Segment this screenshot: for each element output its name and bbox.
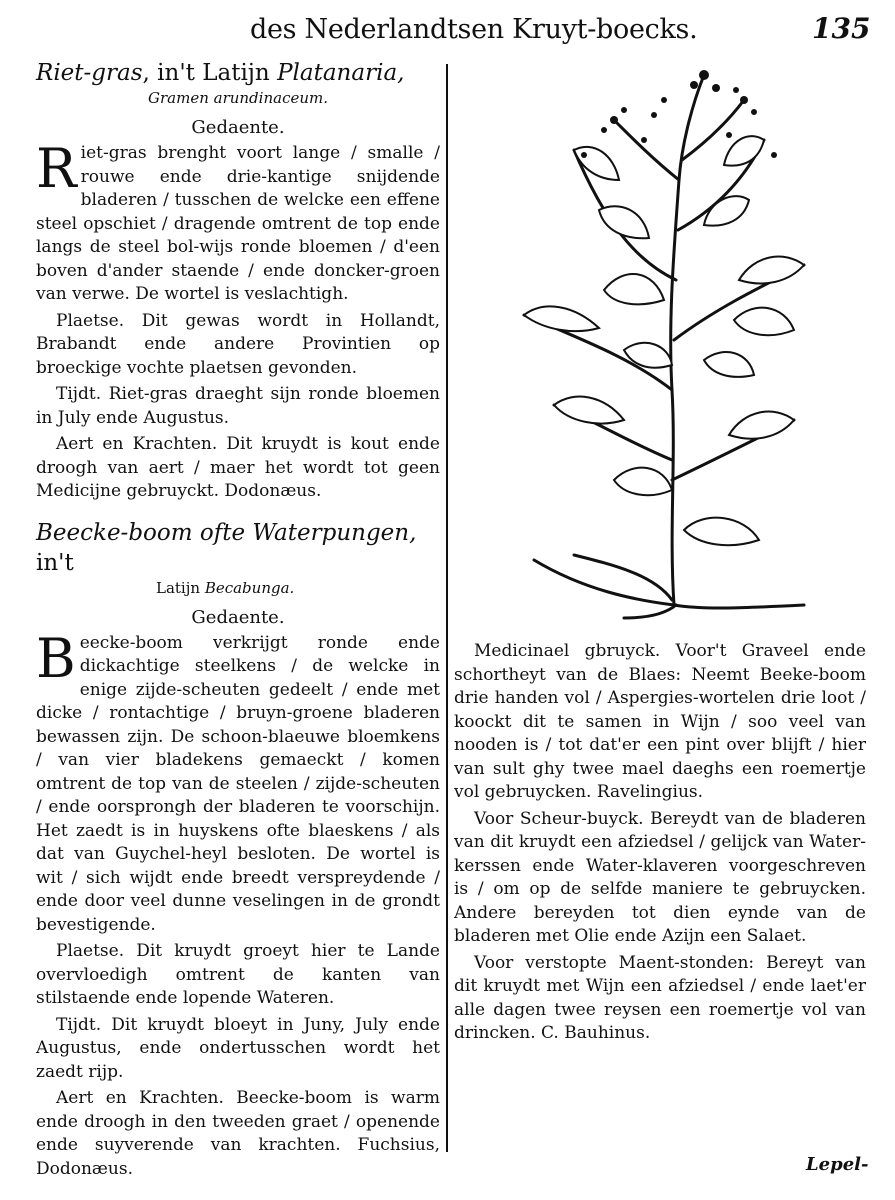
entry1-gedaente-text: Riet-gras brenght voort lange / smalle / rouwe ende drie-kantige snijdende bladeren / tusschen de welcke een effene steel opschiet / dragende omtrent de top ende langs de steel bol-wijs ronde bloemen / d'een boven d'ander staende / ende doncker-groen van verwe. De wortel is veslachtigh. [36,137,440,304]
entry2-title-name: Beecke-boom ofte Waterpungen, [36,519,417,546]
entry2-subtitle-latin: Becabunga. [204,578,295,597]
column-divider [446,64,448,1152]
left-column [36,58,440,1184]
entry1-title [36,58,440,88]
entry1-title-name: Riet-gras [36,60,143,86]
page-number: 135 [812,12,871,45]
entry2-gedaente-label: Gedaente. [191,606,285,628]
entry1-subtitle: Gramen arundinaceum. [148,89,328,107]
entry2-title [36,518,440,578]
entry2-title-mid: in't [36,549,74,576]
entry1-title-mid: , in't Latijn [142,60,278,86]
entry2-gedaente-text: Beecke-boom verkrijgt ronde ende dickachtige steelkens / de welcke in enige zijde-scheuten gedeelt / ende met dicke / rontachtige / bruyn-groene bladeren bewassen zijn. De schoon-blaeuwe bloemkens / van vier bladekens gemaeckt / komen omtrent de top van de steelen / zijde-scheuten / ende oorsprongh der bladeren te voorschijn. Het zaedt is in huyskens ofte blaeskens / als dat van Guychel-heyl besloten. De wortel is wit / sich wijdt ende breedt verspreydende / ende door veel dunne veselingen in de grondt bevestigende. [36,626,440,935]
entry1-aert-text: Aert en Krachten. Dit kruydt is kout ende droogh van aert / maer het wordt tot geen Medicijne gebruyckt. Dodonæus. [36,434,440,501]
scheur-buyck-text: Voor Scheur-buyck. Bereydt van de bladeren van dit kruydt een afziedsel / gelijck van Water-kerssen ende Water-klaveren voorgeschreven is / om op de selfde maniere te gebruycken. Andere bereyden tot dien eynde van de bladeren met Olie ende Azijn een Salaet. [454,808,866,946]
entry1-plaetse-text: Plaetse. Dit gewas wordt in Hollandt, Brabandt ende andere Provintien op broeckige vochte plaetsen gevonden. [36,310,440,378]
entry2-plaetse-text: Plaetse. Dit kruydt groeyt hier te Lande overvloedigh omtrent de kanten van stilstaende ende lopende Wateren. [36,941,440,1008]
maent-stonden-text: Voor verstopte Maent-stonden: Bereyt van dit kruydt met Wijn een afziedsel / ende laet'er alle dagen twee reysen een roemertje vol van drincken. C. Bauhinus. [454,952,866,1043]
plant-woodcut-icon [504,60,830,620]
entry1-gedaente-label: Gedaente. [191,117,285,138]
entry2-subtitle [36,578,440,598]
entry2-aert-text: Aert en Krachten. Beecke-boom is warm ende droogh in den tweeden graet / openende ende suyverende van krachten. Fuchsius, Dodonæus. [36,1088,440,1179]
entry1-tijdt-text: Tijdt. Riet-gras draeght sijn ronde bloemen in July ende Augustus. [36,384,440,428]
running-title: des Nederlandtsen Kruyt-boecks. [250,14,698,45]
entry1-title-latin: Platanaria, [277,60,405,86]
medicinael-text: Medicinael gbruyck. Voor't Graveel ende schortheyt van de Blaes: Neemt Beeke-boom drie handen vol / Aspergies-wortelen drie loot / koockt dit te samen in Wijn / soo veel van nooden is / tot dat'er een pint over blijft / hier van sult ghy twee mael daeghs een roemertje vol gebruycken. Ravelingius. [454,641,866,802]
catchword: Lepel- [806,1154,869,1175]
entry2-subtitle-prefix: Latijn [156,578,205,597]
right-column [454,640,866,1049]
entry2-tijdt-text: Tijdt. Dit kruydt bloeyt in Juny, July ende Augustus, ende ondertusschen wordt het zaedt rijp. [36,1014,440,1082]
